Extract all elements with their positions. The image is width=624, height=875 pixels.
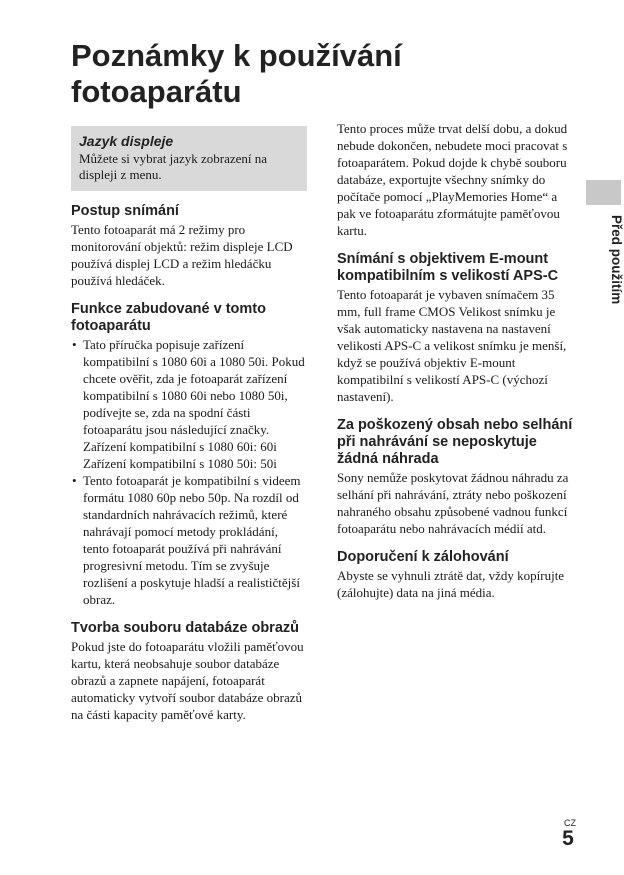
list-item: [71, 472, 307, 608]
page-title-line-1: Poznámky k používání: [71, 38, 402, 73]
page-number: 5: [562, 827, 574, 850]
database-heading: Tvorba souboru databáze obrazů: [71, 620, 299, 636]
e-mount-text: Tento fotoaparát je vybaven snímačem 35 mm, full frame CMOS Velikost snímku je však automaticky nastavena na nastavení velikosti APS-C a velikost snímku je menší, když se používá objektiv E-mount kompatibilní s velikostí APS-C (výchozí nastavení).: [337, 287, 567, 404]
backup-heading: Doporučení k zálohování: [337, 549, 509, 565]
bullet-1-text: Tato příručka popisuje zařízení kompatibilní s 1080 60i a 1080 50i. Pokud chcete ověřit, zda je fotoaparát zařízení kompatibilní s 1080 60i nebo 1080 50i, podívejte se, zda na spodní části fotoaparátu jsou následující značky.: [83, 337, 305, 437]
language-note-text: Můžete si vybrat jazyk zobrazení na displeji z menu.: [79, 151, 268, 182]
database-continuation-text: Tento proces může trvat delší dobu, a dokud nebude dokončen, nebudete moci pracovat s fotoaparátem. Pokud dojde k chybě souboru databáze, exportujte všechny snímky do počítače pomocí „PlayMemories Home“ a pak ve fotoaparátu zformátujte paměťovou kartu.: [337, 121, 568, 238]
left-column: [71, 126, 307, 735]
database-continuation: [337, 120, 575, 239]
shooting-mode-text: Tento fotoaparát má 2 režimy pro monitorování objektů: režim displeje LCD používá displej LCD a režim hledáčku používá hledáček.: [71, 222, 293, 288]
page-title-line-2: fotoaparátu: [71, 74, 242, 109]
damaged-content-text: Sony nemůže poskytovat žádnou náhradu za selhání při nahrávání, ztráty nebo poškození nahraného obsahu způsobené vadnou funkcí fotoaparátu nebo nahrávacích médií atd.: [337, 470, 569, 536]
e-mount-section: [337, 251, 575, 405]
bullet-2-text: Tento fotoaparát je kompatibilní s videem formátu 1080 60p nebo 50p. Na rozdíl od standardních nahrávacích režimů, které nahrávají pomocí metody prokládání, tento fotoaparát používá při nahrávání progresivní metodu. Tím se zvyšuje rozlišení a poskytuje hladší a realističtější obraz.: [83, 473, 301, 607]
language-note-box: [71, 126, 307, 191]
shooting-mode-heading: Postup snímání: [71, 203, 179, 219]
language-note-heading: Jazyk displeje: [79, 133, 174, 149]
database-section: [71, 620, 307, 723]
database-text: Pokud jste do fotoaparátu vložili paměťovou kartu, která neobsahuje soubor databáze obrazů a zapnete napájení, fotoaparát automaticky vytvoří soubor databáze obrazů na části kapacity paměťové karty.: [71, 639, 304, 722]
right-column: [337, 120, 575, 613]
chapter-tab-marker: [586, 180, 621, 205]
bullet-1-line-60i: Zařízení kompatibilní s 1080 60i: 60i: [83, 439, 277, 454]
shooting-mode-section: [71, 203, 307, 289]
damaged-content-heading: Za poškozený obsah nebo selhání při nahrávání se neposkytuje žádná náhrada: [337, 417, 573, 467]
bullet-1-line-50i: Zařízení kompatibilní s 1080 50i: 50i: [83, 456, 277, 471]
page-language-code: CZ: [564, 818, 576, 828]
chapter-side-tab: [586, 180, 624, 328]
built-in-functions-list: [71, 336, 307, 608]
damaged-content-section: [337, 417, 575, 537]
list-item: [71, 336, 307, 472]
page-title: [71, 38, 541, 110]
built-in-functions-section: [71, 301, 307, 608]
built-in-functions-heading: Funkce zabudované v tomto fotoaparátu: [71, 301, 266, 334]
e-mount-heading: Snímání s objektivem E-mount kompatibilním s velikostí APS-C: [337, 251, 559, 284]
backup-section: [337, 549, 575, 601]
backup-text: Abyste se vyhnuli ztrátě dat, vždy kopírujte (zálohujte) data na jiná média.: [337, 568, 565, 600]
chapter-tab-label: Před použitím: [609, 215, 624, 305]
